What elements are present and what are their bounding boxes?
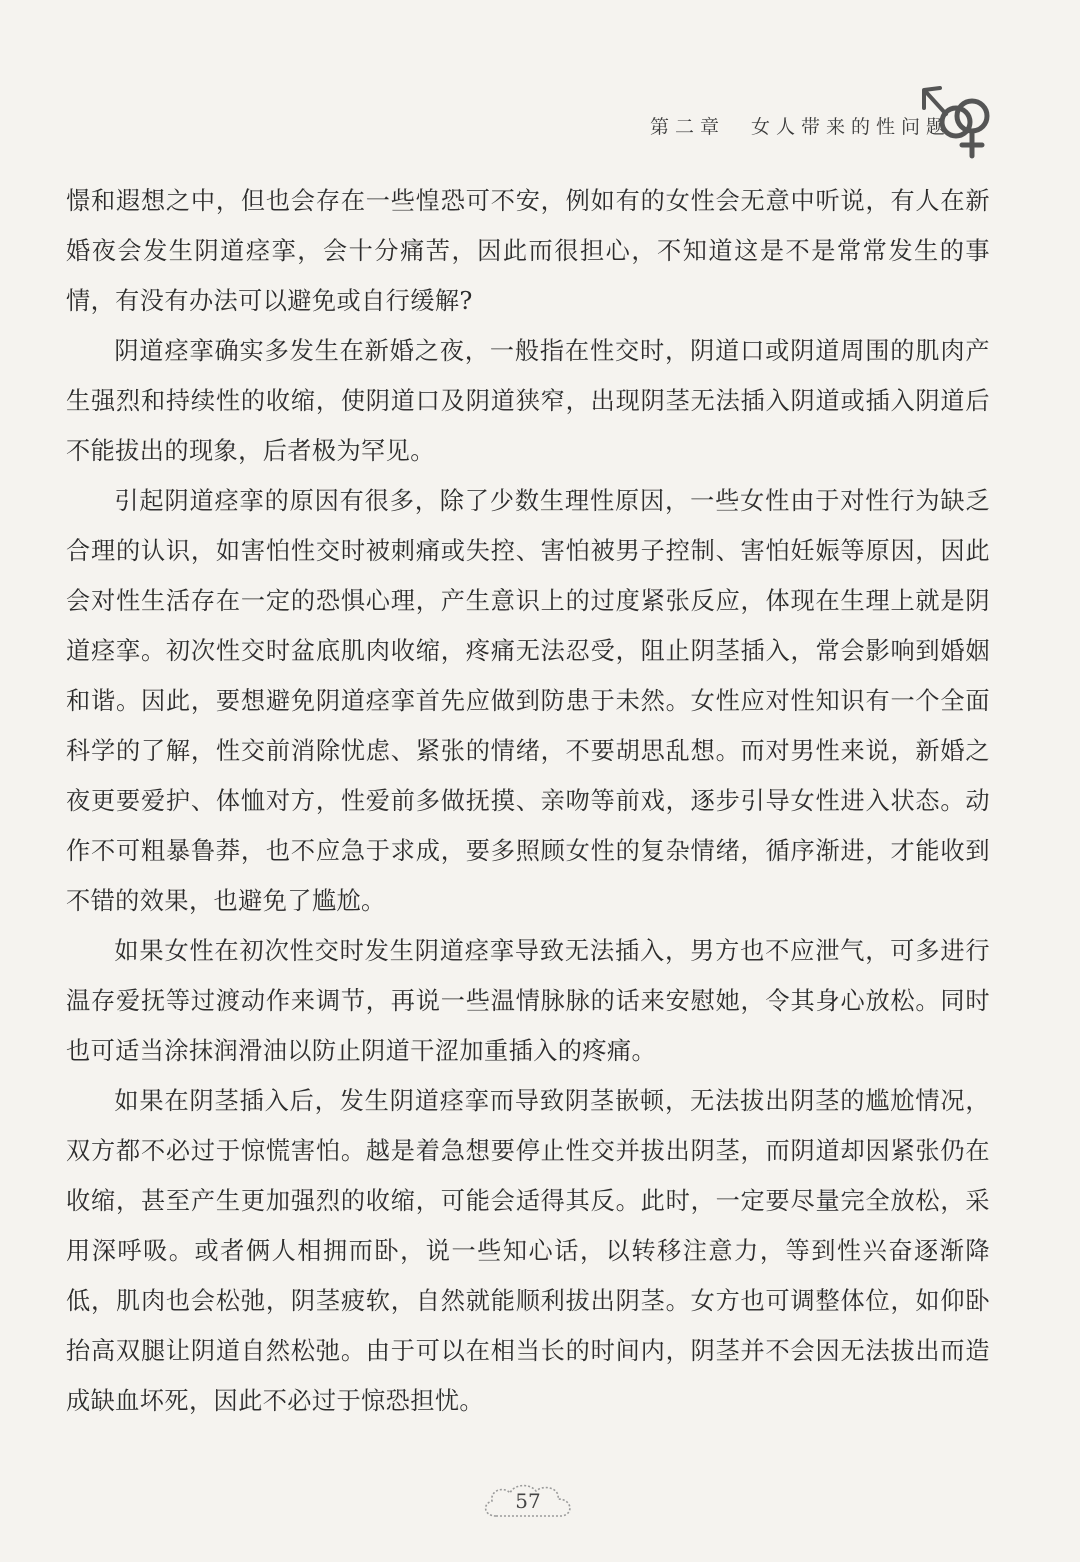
paragraph: 引起阴道痉挛的原因有很多，除了少数生理性原因，一些女性由于对性行为缺乏合理的认识，如害怕性交时被刺痛或失控、害怕被男子控制、害怕妊娠等原因，因此会对性生活存在一定的恐惧心理，产生意识上的过度紧张反应，体现在生理上就是阴道痉挛。初次性交时盆底肌肉收缩，疼痛无法忍受，阻止阴茎插入，常会影响到婚姻和谐。因此，要想避免阴道痉挛首先应做到防患于未然。女性应对性知识有一个全面科学的了解，性交前消除忧虑、紧张的情绪，不要胡思乱想。而对男性来说，新婚之夜更要爱护、体恤对方，性爱前多做抚摸、亲吻等前戏，逐步引导女性进入状态。动作不可粗暴鲁莽，也不应急于求成，要多照顾女性的复杂情绪，循序渐进，才能收到不错的效果，也避免了尴尬。 (66, 487, 990, 915)
male-female-symbol-icon (916, 78, 996, 160)
paragraph: 阴道痉挛确实多发生在新婚之夜，一般指在性交时，阴道口或阴道周围的肌肉产生强烈和持续性的收缩，使阴道口及阴道狭窄，出现阴茎无法插入阴道或插入阴道后不能拔出的现象，后者极为罕见。 (66, 337, 990, 465)
paragraph: 如果女性在初次性交时发生阴道痉挛导致无法插入，男方也不应泄气，可多进行温存爱抚等过渡动作来调节，再说一些温情脉脉的话来安慰她，令其身心放松。同时也可适当涂抹润滑油以防止阴道干涩加重插入的疼痛。 (66, 937, 990, 1065)
paragraph-continued: 憬和遐想之中，但也会存在一些惶恐可不安，例如有的女性会无意中听说，有人在新婚夜会发生阴道痉挛，会十分痛苦，因此而很担心，不知道这是不是常常发生的事情，有没有办法可以避免或自行缓解? (66, 187, 990, 315)
running-head-chapter: 第二章 (650, 116, 726, 138)
page-number: 57 (515, 1489, 541, 1513)
running-head (650, 112, 951, 139)
page-number-badge (478, 1480, 578, 1528)
running-head-title: 女人带来的性问题 (751, 116, 952, 138)
body-text (66, 176, 990, 1426)
paragraph: 如果在阴茎插入后，发生阴道痉挛而导致阴茎嵌顿，无法拔出阴茎的尴尬情况，双方都不必过于惊慌害怕。越是着急想要停止性交并拔出阴茎，而阴道却因紧张仍在收缩，甚至产生更加强烈的收缩，可能会适得其反。此时，一定要尽量完全放松，采用深呼吸。或者俩人相拥而卧，说一些知心话，以转移注意力，等到性兴奋逐渐降低，肌肉也会松弛，阴茎疲软，自然就能顺利拔出阴茎。女方也可调整体位，如仰卧抬高双腿让阴道自然松弛。由于可以在相当长的时间内，阴茎并不会因无法拔出而造成缺血坏死，因此不必过于惊恐担忧。 (66, 1087, 990, 1415)
